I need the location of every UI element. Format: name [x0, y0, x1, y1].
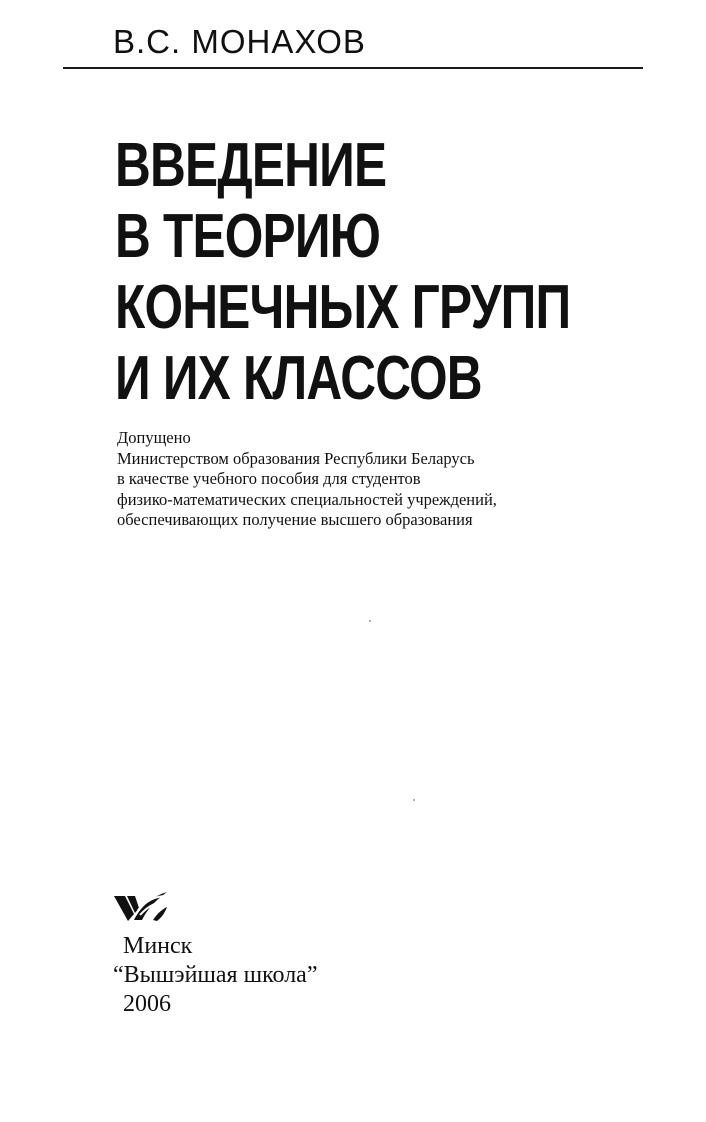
approval-line: Министерством образования Республики Беларусь: [117, 448, 475, 468]
imprint-year: 2006: [123, 991, 171, 1017]
publisher-logo-icon: [113, 890, 169, 924]
approval-line: Допущено: [117, 428, 191, 447]
title-line: ВВЕДЕНИЕ: [115, 131, 387, 200]
approval-line: физико-математических специальностей учреждений,: [117, 489, 497, 509]
scan-speck: [369, 620, 371, 622]
title-line: КОНЕЧНЫХ ГРУПП: [115, 273, 571, 342]
author-name: В.С. МОНАХОВ: [113, 23, 366, 60]
header-rule: [63, 67, 643, 69]
title-line: В ТЕОРИЮ: [115, 202, 381, 271]
imprint: [113, 932, 317, 1019]
approval-line: в качестве учебного пособия для студентов: [117, 469, 421, 488]
approval-line: обеспечивающих получение высшего образования: [117, 510, 473, 529]
book-title: [115, 130, 570, 414]
imprint-city: Минск: [123, 933, 193, 959]
approval-note: [117, 428, 497, 531]
scan-speck: [413, 799, 415, 801]
imprint-publisher: “Вышэйшая школа”: [113, 962, 318, 988]
title-line: И ИХ КЛАССОВ: [115, 344, 482, 413]
